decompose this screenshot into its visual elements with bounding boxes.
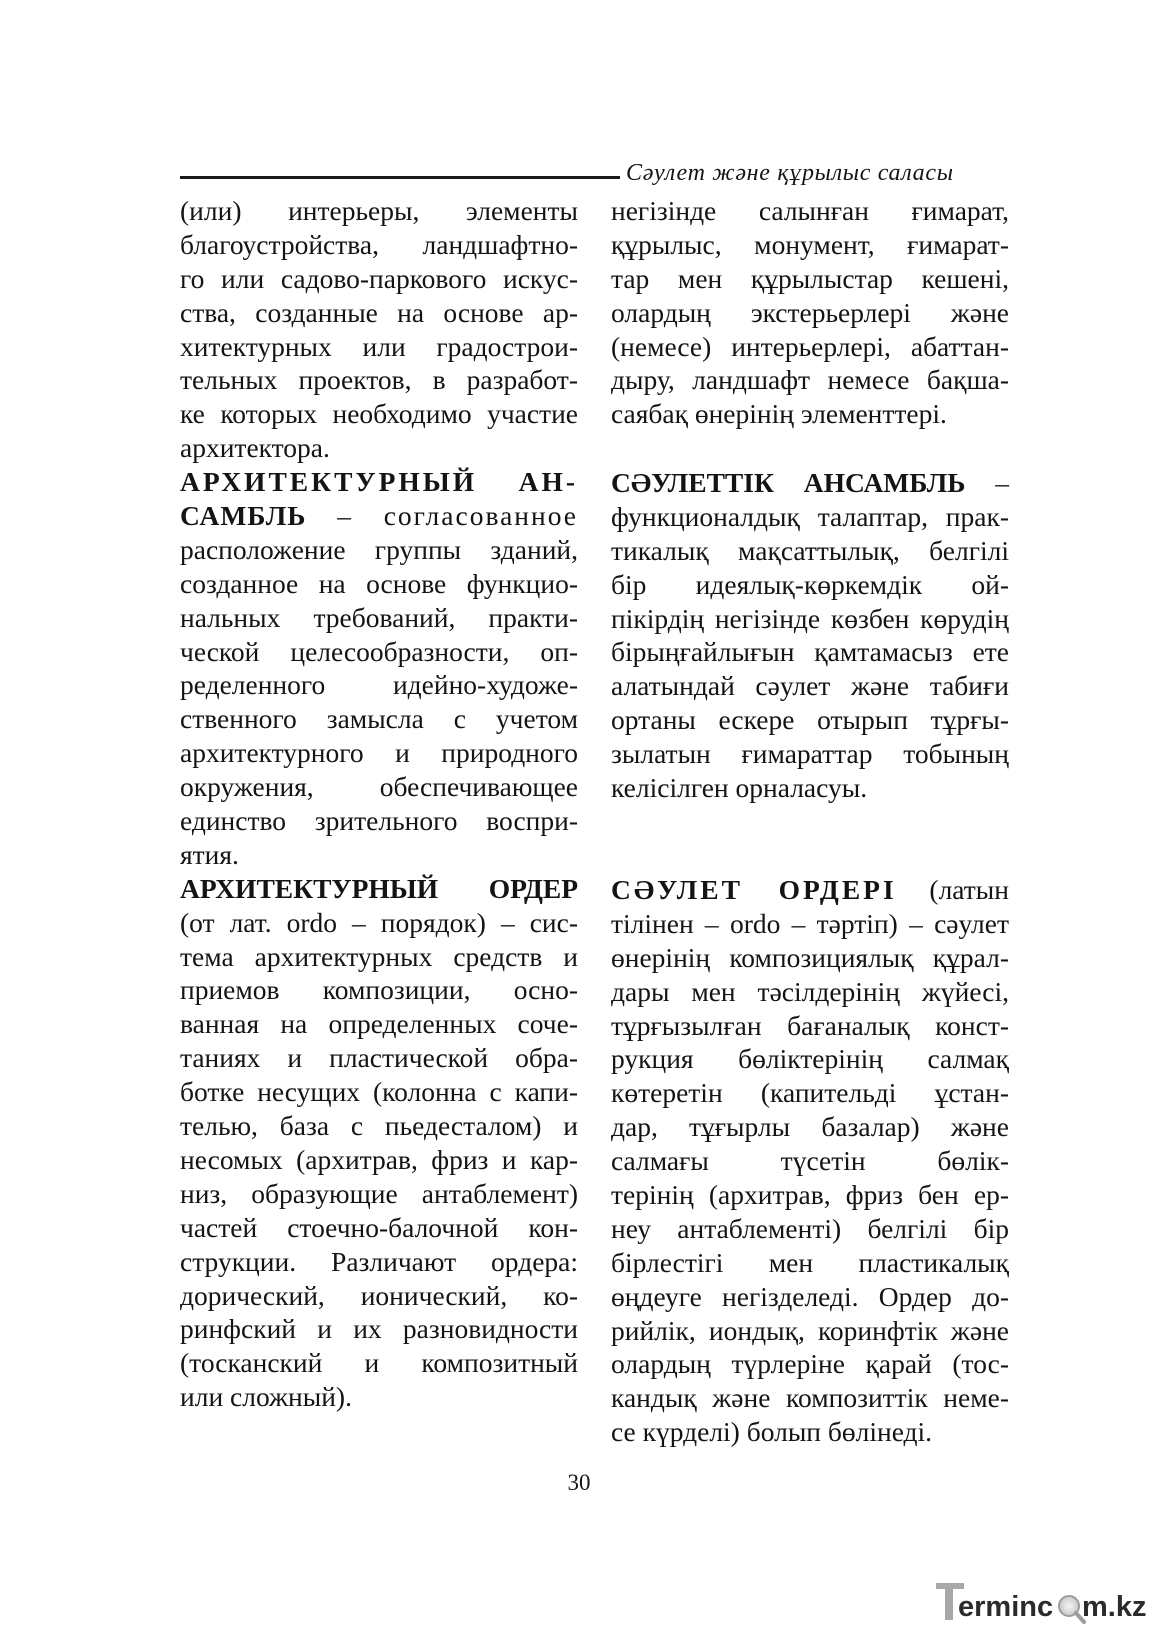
text-line: хитектурных или градострои- — [180, 330, 578, 362]
text-line: ринфский и их разновидности — [180, 1313, 578, 1345]
entry-architectural-order — [180, 872, 578, 1414]
text-line: функционалдық талаптар, прак- — [611, 500, 1009, 532]
text-line: тар мен құрылыстар кешені, — [611, 262, 1009, 294]
text-line: дары мен тәсілдерінің жүйесі, — [611, 975, 1009, 1007]
text-line: ределенного идейно-художе- — [180, 669, 578, 701]
text-line: дар, тұғырлы базалар) және — [611, 1111, 1009, 1143]
termincom-logo — [934, 1576, 1146, 1626]
text-line: низ, образующие антаблемент) — [180, 1177, 578, 1209]
magnifier-icon — [1059, 1596, 1084, 1622]
text-line: олардың экстерьерлері және — [611, 296, 1009, 328]
text-line: дорический, ионический, ко- — [180, 1279, 578, 1311]
text-line: единство зрительного воспри- — [180, 805, 578, 837]
text-line: или сложный). — [180, 1381, 352, 1413]
text-line: приемов композиции, осно- — [180, 974, 578, 1006]
entry-term-line — [611, 466, 1009, 500]
entry-definition: – согласованное — [306, 500, 578, 532]
right-block-continuation — [611, 194, 1009, 431]
svg-text:m.kz: m.kz — [1082, 1591, 1146, 1623]
right-entry-order — [611, 873, 1009, 1449]
text-line: телью, база с пьедесталом) и — [180, 1110, 578, 1142]
text-line: (немесе) интерьерлері, абаттан- — [611, 330, 1009, 362]
text-line: бірлестігі мен пластикалық — [611, 1246, 1009, 1278]
entry-definition: (латын — [896, 874, 1010, 905]
text-line: го или садово-паркового искус- — [180, 262, 578, 294]
text-line: олардың түрлеріне қарай (тос- — [611, 1348, 1009, 1380]
text-line: ботке несущих (колонна с капи- — [180, 1076, 578, 1108]
entry-term-line — [611, 873, 1009, 907]
right-entry-ensemble — [611, 466, 1009, 805]
entry-term: АРХИТЕКТУРНЫЙ АН- — [180, 466, 578, 498]
entry-term-line — [180, 499, 578, 533]
text-line: құрылыс, монумент, ғимарат- — [611, 228, 1009, 260]
text-line: се күрделі) болып бөлінеді. — [611, 1416, 933, 1448]
text-line: дыру, ландшафт немесе бақша- — [611, 364, 1009, 396]
text-line: бір идеялық-көркемдік ой- — [611, 568, 1009, 600]
text-line: тілінен – ordo – тәртіп) – сәулет — [611, 907, 1009, 939]
left-column — [180, 194, 578, 1414]
entry-architectural-ensemble — [180, 465, 578, 872]
text-line: көтеретін (капительді ұстан- — [611, 1077, 1009, 1109]
text-line: рукция бөліктерінің салмақ — [611, 1043, 1009, 1075]
text-line: окружения, обеспечивающее — [180, 771, 578, 803]
text-line: неу антаблементі) белгілі бір — [611, 1212, 1009, 1244]
text-line: тема архитектурных средств и — [180, 940, 578, 972]
entry-term-line — [180, 465, 578, 499]
running-header: Сәулет және құрылыс саласы — [626, 160, 954, 186]
text-line: терінің (архитрав, фриз бен ер- — [611, 1179, 1009, 1211]
text-line: ственного замысла с учетом — [180, 703, 578, 735]
text-line: кандық және композиттік неме- — [611, 1382, 1009, 1414]
text-line: салмағы түсетін бөлік- — [611, 1145, 1009, 1177]
text-line: өңдеуге негізделеді. Ордер до- — [611, 1280, 1009, 1312]
text-line: ортаны ескере отырып тұрғы- — [611, 704, 1009, 736]
left-block-continuation — [180, 194, 578, 465]
text-line: благоустройства, ландшафтно- — [180, 228, 578, 260]
text-line: (тосканский и композитный — [180, 1347, 578, 1379]
text-line: архитектурного и природного — [180, 737, 578, 769]
text-line: негізінде салынған ғимарат, — [611, 195, 1009, 226]
text-line: расположение группы зданий, — [180, 533, 578, 565]
entry-definition: – — [965, 467, 1009, 498]
text-line: несомых (архитрав, фриз и кар- — [180, 1143, 578, 1175]
text-line: нальных требований, практи- — [180, 601, 578, 633]
header-rule — [180, 176, 620, 179]
text-line: струкции. Различают ордера: — [180, 1245, 578, 1277]
text-line: архитектора. — [180, 432, 330, 464]
text-line: таниях и пластической обра- — [180, 1042, 578, 1074]
text-line: ванная на определенных соче- — [180, 1008, 578, 1040]
entry-term: СӘУЛЕТ ОРДЕРІ — [611, 874, 897, 905]
text-line: пікірдің негізінде көзбен көрудің — [611, 602, 1009, 634]
text-line: ства, созданные на основе ар- — [180, 296, 578, 328]
right-column — [611, 194, 1009, 431]
text-line: тельных проектов, в разработ- — [180, 364, 578, 396]
text-line: ке которых необходимо участие — [180, 398, 578, 430]
text-line: зылатын ғимараттар тобының — [611, 738, 1009, 770]
text-line: созданное на основе функцио- — [180, 567, 578, 599]
entry-term: АРХИТЕКТУРНЫЙ ОРДЕР — [180, 872, 578, 904]
svg-text:erminc: erminc — [958, 1591, 1054, 1623]
text-line: саябақ өнерінің элементтері. — [611, 398, 947, 430]
text-line: алатындай сәулет және табиғи — [611, 670, 1009, 702]
text-line: тұрғызылған бағаналық конст- — [611, 1009, 1009, 1041]
text-line: рийлік, иондық, коринфтік және — [611, 1314, 1009, 1346]
text-line: (или) интерьеры, элементы — [180, 195, 578, 226]
entry-term-line — [180, 872, 578, 906]
entry-term: СӘУЛЕТТІК АНСАМБЛЬ — [611, 467, 966, 498]
text-line: частей стоечно-балочной кон- — [180, 1211, 578, 1243]
text-line: бірыңғайлығын қамтамасыз ете — [611, 636, 1009, 668]
entry-term: САМБЛЬ — [180, 500, 307, 532]
page-number: 30 — [567, 1470, 591, 1495]
text-line: ятия. — [180, 838, 239, 870]
text-line: өнерінің композициялық құрал- — [611, 941, 1009, 973]
text-line: тикалық мақсаттылық, белгілі — [611, 534, 1009, 566]
text-line: келісілген орналасуы. — [611, 772, 868, 804]
text-line: ческой целесообразности, оп- — [180, 635, 578, 667]
text-line: (от лат. ordo – порядок) – сис- — [180, 906, 578, 938]
